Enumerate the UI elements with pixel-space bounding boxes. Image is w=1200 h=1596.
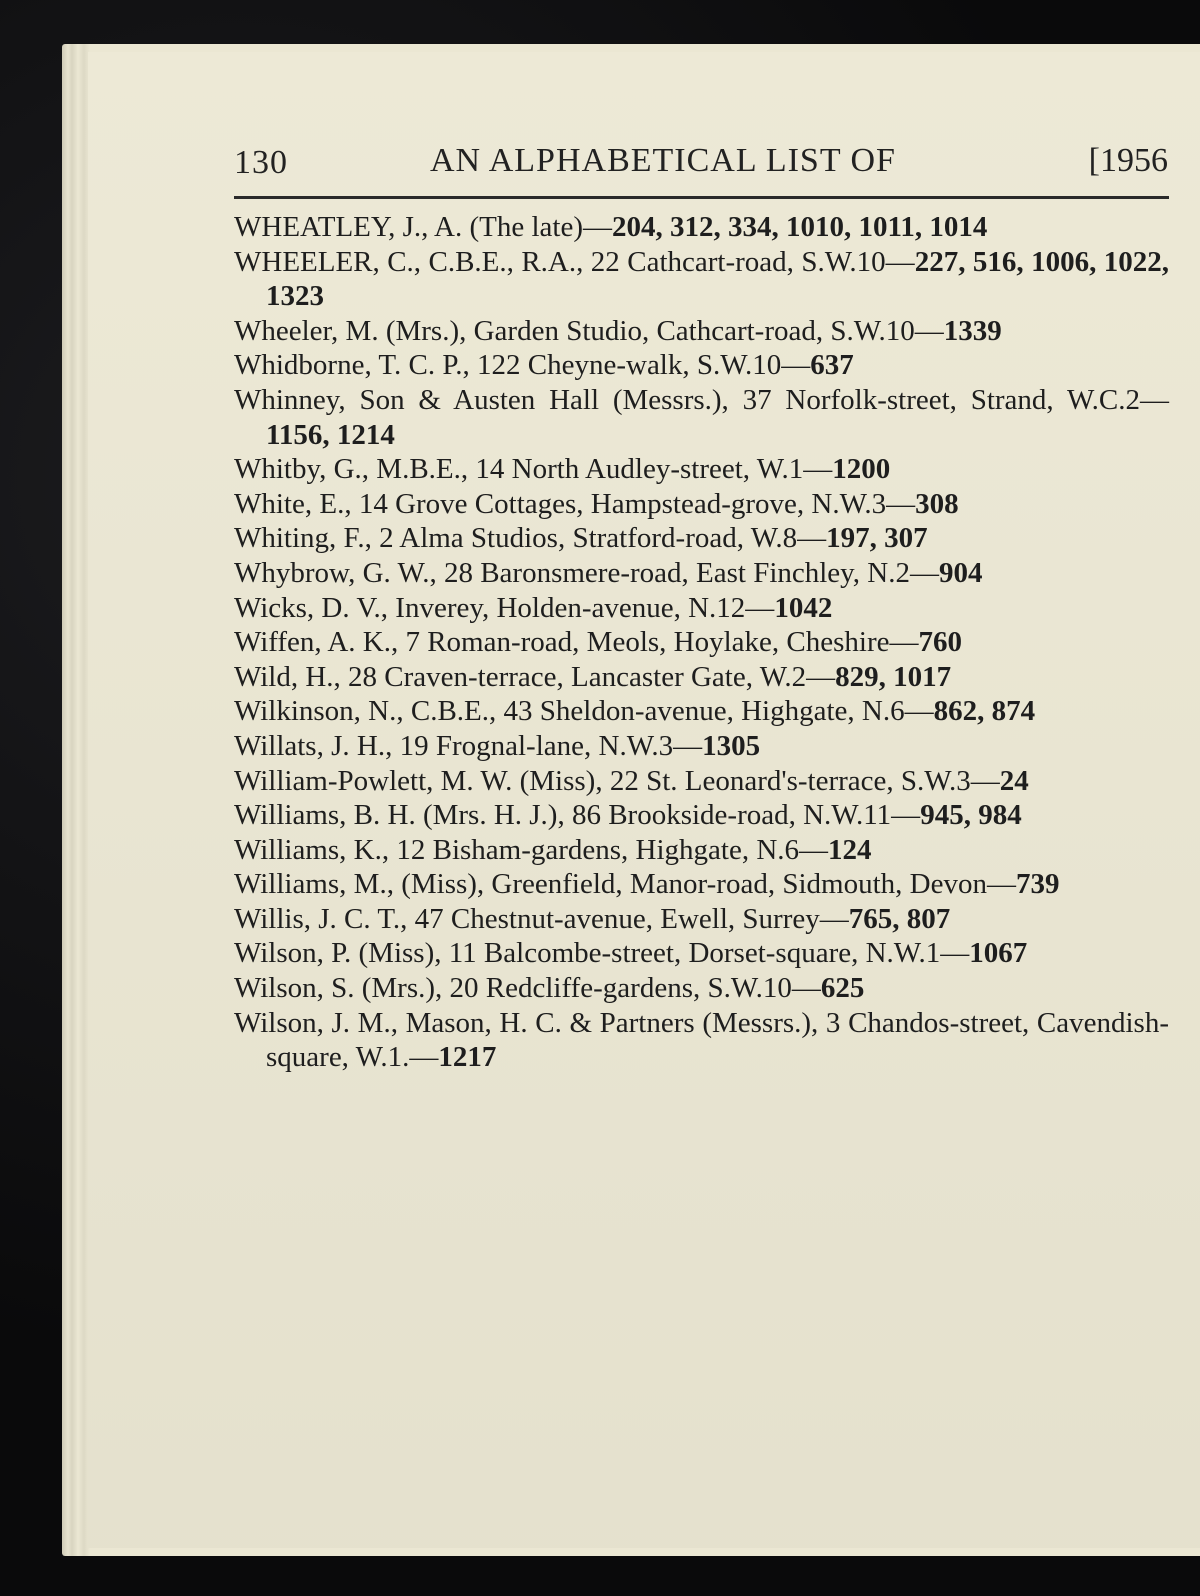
list-item: Whiting, F., 2 Alma Studios, Stratford-road, W.8—197, 307 [234,522,928,555]
list-item: Wilson, S. (Mrs.), 20 Redcliffe-gardens, S.W.10—625 [234,972,865,1005]
list-item: WHEELER, C., C.B.E., R.A., 22 Cathcart-road, S.W.10—227, 516, 1006, 1022, 1323 [234,245,1170,313]
list-item: Whinney, Son & Austen Hall (Messrs.), 37 Norfolk-street, Strand, W.C.2—1156, 1214 [234,383,1169,451]
list-item: Wilson, J. M., Mason, H. C. & Partners (Messrs.), 3 Chandos-street, Cavendish-square, W.1.—1217 [234,1006,1169,1074]
list-item: William-Powlett, M. W. (Miss), 22 St. Leonard's-terrace, S.W.3—24 [234,764,1029,797]
list-item: Whitby, G., M.B.E., 14 North Audley-street, W.1—1200 [234,453,891,486]
page-number: 130 [234,144,288,181]
list-item: WHEATLEY, J., A. (The late)—204, 312, 334, 1010, 1011, 1014 [234,211,988,243]
list-item: Wilkinson, N., C.B.E., 43 Sheldon-avenue, Highgate, N.6—862, 874 [234,695,1036,728]
page-year: [1956 [1088,142,1168,179]
list-item: Whidborne, T. C. P., 122 Cheyne-walk, S.W.10—637 [234,349,854,382]
list-item: Williams, B. H. (Mrs. H. J.), 86 Brookside-road, N.W.11—945, 984 [234,799,1022,832]
list-item: Willats, J. H., 19 Frognal-lane, N.W.3—1305 [234,729,761,762]
header-rule [234,196,1169,199]
list-item: Wheeler, M. (Mrs.), Garden Studio, Cathcart-road, S.W.10—1339 [234,314,1002,347]
entry-list [234,210,1169,1075]
list-item: Wiffen, A. K., 7 Roman-road, Meols, Hoylake, Cheshire—760 [234,626,963,659]
list-item: Williams, K., 12 Bisham-gardens, Highgate, N.6—124 [234,833,872,866]
list-item: Whybrow, G. W., 28 Baronsmere-road, East Finchley, N.2—904 [234,556,983,589]
list-item: Willis, J. C. T., 47 Chestnut-avenue, Ewell, Surrey—765, 807 [234,902,951,935]
list-item: Wilson, P. (Miss), 11 Balcombe-street, Dorset-square, N.W.1—1067 [234,937,1028,970]
list-item: White, E., 14 Grove Cottages, Hampstead-grove, N.W.3—308 [234,487,959,520]
list-item: Wicks, D. V., Inverey, Holden-avenue, N.12—1042 [234,591,833,624]
page-header [234,138,1184,188]
page-title: AN ALPHABETICAL LIST OF [430,142,896,179]
list-item: Williams, M., (Miss), Greenfield, Manor-road, Sidmouth, Devon—739 [234,868,1060,901]
list-item: Wild, H., 28 Craven-terrace, Lancaster Gate, W.2—829, 1017 [234,660,952,693]
